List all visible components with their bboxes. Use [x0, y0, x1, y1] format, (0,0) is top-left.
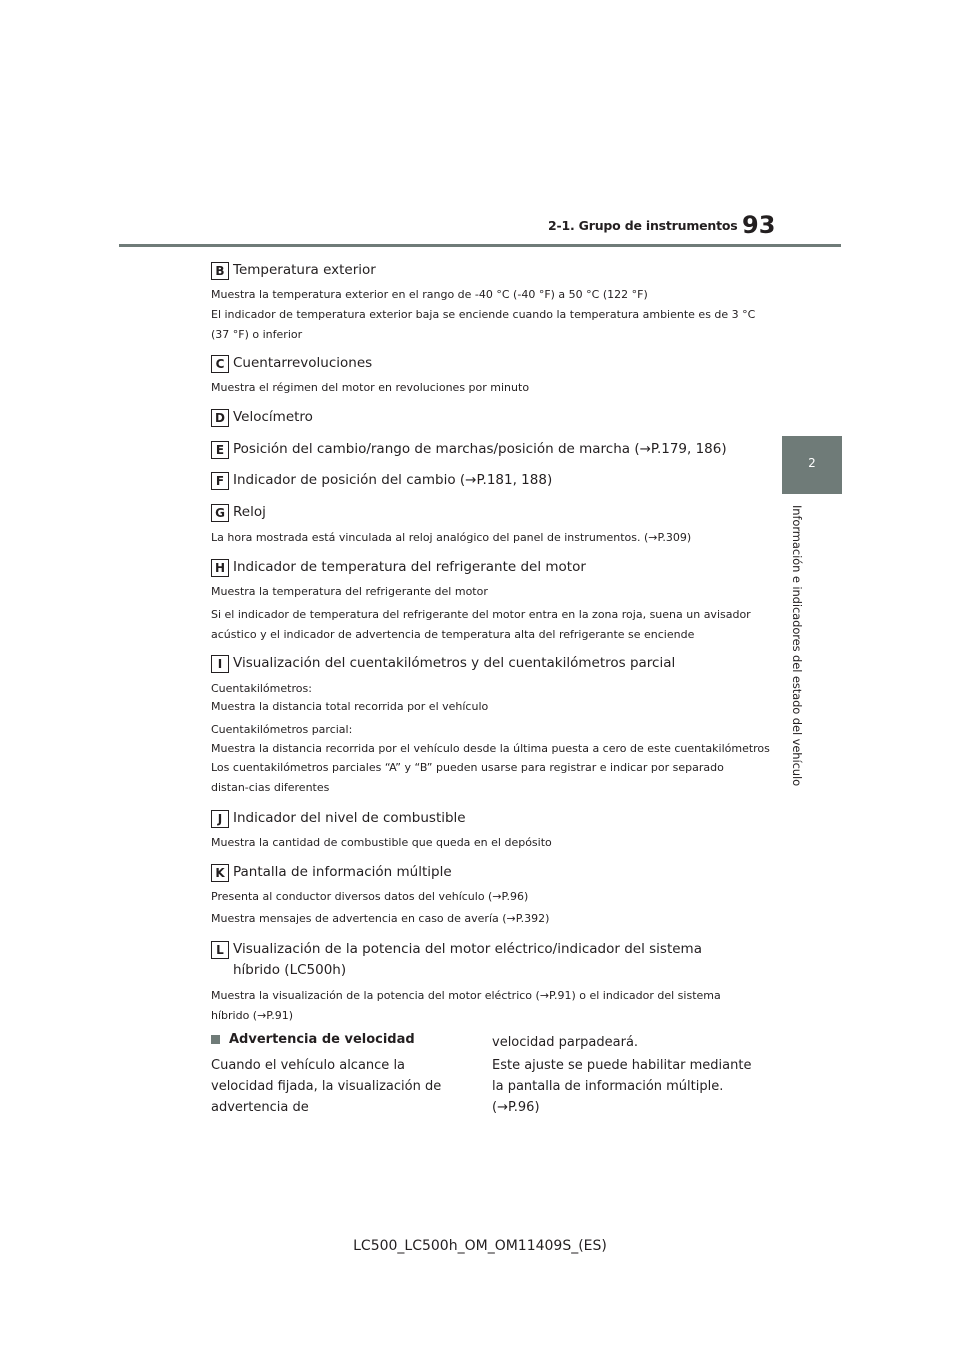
item-desc-g-1: La hora mostrada está vinculada al reloj analógico del panel de instrumentos. (→P.309) — [211, 531, 692, 544]
section-title: 2-1. Grupo de instrumentos — [548, 218, 738, 233]
section-bullet-icon — [211, 1035, 220, 1044]
item-desc-b-2: El indicador de temperatura exterior baja se enciende cuando la temperatura ambiente es de 3 °C (37 °F) o inferior — [211, 308, 756, 341]
item-desc-c-1: Muestra el régimen del motor en revoluciones por minuto — [211, 381, 530, 394]
chapter-number: 2 — [808, 456, 816, 470]
speed-warning-right-text-1: velocidad parpadeará. — [492, 1035, 639, 1050]
item-title-f: Indicador de posición del cambio (→P.181, 188) — [233, 472, 553, 488]
item-desc-k-1: Presenta al conductor diversos datos del vehículo (→P.96) — [211, 890, 529, 903]
item-desc-i-1: Cuentakilómetros: — [211, 682, 312, 695]
item-badge-j: J — [211, 810, 229, 828]
item-badge-g: G — [211, 504, 229, 522]
item-desc-i-2: Muestra la distancia total recorrida por el vehículo — [211, 700, 489, 713]
item-badge-k: K — [211, 864, 229, 882]
manual-code-footer: LC500_LC500h_OM_OM11409S_(ES) — [353, 1238, 607, 1254]
item-title-h: Indicador de temperatura del refrigerante del motor — [233, 559, 586, 575]
item-badge-b: B — [211, 262, 229, 280]
item-badge-l: L — [211, 941, 229, 959]
item-badge-h: H — [211, 559, 229, 577]
item-title-i: Visualización del cuentakilómetros y del cuentakilómetros parcial — [233, 655, 676, 671]
header-divider — [119, 244, 841, 247]
item-desc-i-4: Muestra la distancia recorrida por el vehículo desde la última puesta a cero de este cuentakilómetros — [211, 742, 770, 755]
item-desc-l-1: Muestra la visualización de la potencia del motor eléctrico (→P.91) o el indicador del sistema híbrido (→P.91) — [211, 989, 721, 1022]
chapter-label: Información e indicadores del estado del vehículo — [790, 505, 804, 787]
item-desc-h-2: Si el indicador de temperatura del refrigerante del motor entra en la zona roja, suena un avisador acústico y el indicador de advertencia de temperatura alta del refrigerante se enciende — [211, 608, 751, 641]
item-title-g: Reloj — [233, 504, 266, 520]
speed-warning-left-text: Cuando el vehículo alcance la velocidad fijada, la visualización de advertencia de — [211, 1058, 442, 1115]
item-title-b: Temperatura exterior — [233, 262, 376, 278]
item-badge-d: D — [211, 409, 229, 427]
item-title-k: Pantalla de información múltiple — [233, 864, 452, 880]
item-desc-i-3: Cuentakilómetros parcial: — [211, 723, 353, 736]
item-title-c: Cuentarrevoluciones — [233, 355, 373, 371]
item-title-l: Visualización de la potencia del motor eléctrico/indicador del sistema híbrido (LC500h) — [233, 941, 702, 978]
item-title-d: Velocímetro — [233, 409, 313, 425]
speed-warning-right-text-2: Este ajuste se puede habilitar mediante la pantalla de información múltiple. (→P.96) — [492, 1058, 752, 1115]
item-desc-h-1: Muestra la temperatura del refrigerante del motor — [211, 585, 488, 598]
item-badge-f: F — [211, 472, 229, 490]
item-badge-c: C — [211, 355, 229, 373]
item-desc-b-1: Muestra la temperatura exterior en el rango de -40 °C (-40 °F) a 50 °C (122 °F) — [211, 288, 648, 301]
item-badge-e: E — [211, 441, 229, 459]
item-desc-j-1: Muestra la cantidad de combustible que queda en el depósito — [211, 836, 552, 849]
item-title-j: Indicador del nivel de combustible — [233, 810, 466, 826]
item-badge-i: I — [211, 655, 229, 673]
page-number: 93 — [742, 211, 776, 239]
speed-warning-heading: Advertencia de velocidad — [229, 1032, 415, 1047]
item-title-e: Posición del cambio/rango de marchas/posición de marcha (→P.179, 186) — [233, 441, 727, 457]
item-desc-i-5: Los cuentakilómetros parciales “A” y “B” pueden usarse para registrar e indicar por separado distan-cias diferentes — [211, 761, 724, 794]
item-desc-k-2: Muestra mensajes de advertencia en caso de avería (→P.392) — [211, 912, 550, 925]
